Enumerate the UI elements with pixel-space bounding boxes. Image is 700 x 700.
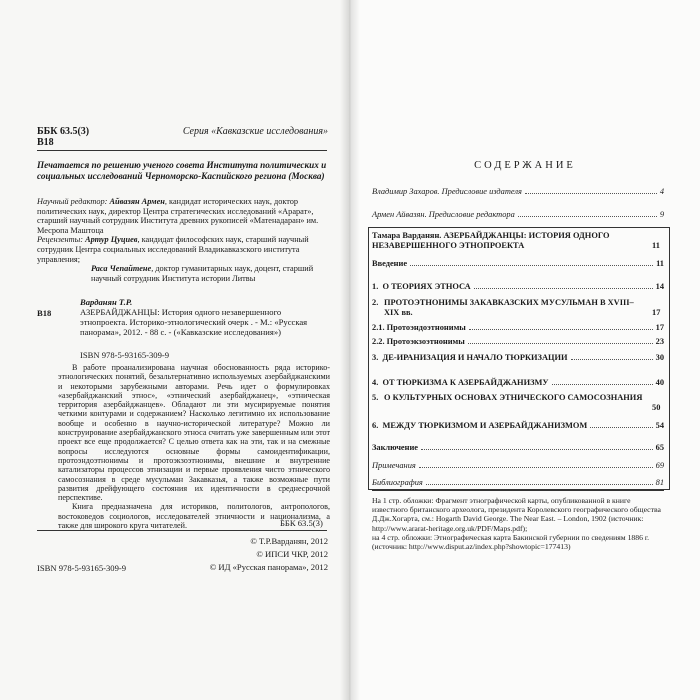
toc-page: 17 [652,308,661,317]
toc-entry-multiline: О КУЛЬТУРНЫХ ОСНОВАХ ЭТНИЧЕСКОГО САМОСОЗНАНИЯ [384,393,643,402]
cover-notes [372,496,664,551]
catalog-card [37,297,329,337]
footnote-divider [372,490,664,491]
toc-page: 50 [652,403,661,412]
credit-reviewer-2: Раса Чепайтене, доктор гуманитарных наук, доцент, старший научный сотрудник Института истории Литвы [91,264,314,283]
toc-entry: 2.2. Протоэкзоэтнонимы 23 [372,337,664,346]
toc-entry: 4. ОТ ТЮРКИЗМА К АЗЕРБАЙДЖАНИЗМУ 40 [372,378,664,387]
toc-entry-multiline: ПРОТОЭТНОНИМЫ ЗАКАВКАЗСКИХ МУСУЛЬМАН В XVIII–XIX вв. [384,298,634,317]
book-gutter [340,0,360,700]
copyright-line: © ИПСИ ЧКР, 2012 [256,549,328,559]
catalog-body: АЗЕРБАЙДЖАНЦЫ: История одного незавершенного этнопроекта. Историко-этнологический очерк . - М.: «Русская панорама», 2012. - 88 с. - («Кавказские исследования») [80,307,308,337]
cover-note: на 4 стр. обложки: Этнографическая карта Бакинской губернии по сведениям 1886 г. (источник: http://www.disput.az/index.php?showtopic=177413) [372,532,650,552]
toc-entry: Библиография 81 [372,478,664,487]
toc-number: 2. [372,298,379,307]
toc-entry: 1. О ТЕОРИЯХ ЭТНОСА 14 [372,282,664,291]
udc-code: В18 [37,137,54,148]
toc-title: СОДЕРЖАНИЕ [474,160,576,171]
isbn-top: ISBN 978-5-93165-309-9 [80,350,170,360]
toc-entry: Владимир Захаров. Предисловие издателя 4 [372,187,664,196]
cover-note: На 1 стр. обложки: Фрагмент этнографической карты, опубликованной в книге известного британского археолога, президента Королевского географического общества Д.Дж.Хогарта, см.: Hogarth David George. The Near East. – London, 1902 (источник: http://www.ararat-heritage.org.uk/PDF/Maps.pdf); [372,496,661,533]
toc-entry: Примечания 69 [372,461,664,470]
bbk-code: ББК 63.5(3) [37,126,90,137]
toc-entry: 2.1. Протоэндоэтнонимы 17 [372,323,664,332]
credit-reviewer-1: Рецензенты: Артур Цуциев, кандидат философских наук, старший научный сотрудник Центра социальных исследований Владикавказского института управления; [37,235,309,264]
copyright-line: © ИД «Русская панорама», 2012 [209,562,328,572]
annotation-paragraph: В работе проанализирована научная обоснованность ряда историко-этнологических понятий, безальтернативно используемых азербайджанскими и некоторыми зарубежными авторами. Речь идет о формулировках «азербайджанский этнос», «этнический азербайджанец», «этническая территория азербайджанцев». Обладают ли эти мусирируемые понятия четкими контурами и содержанием? Насколько легитимно их использование вообще и особенно в научно-исторической литературе? Можно ли конструирование азербайджанского этноса считать уже завершенным или этот проект все еще продолжается? С целью ответа как на эти, так и на смежные вопросы исследуются основные формы самоидентификации, протоэндоэтнонимы и протоэкзоэтнонимы, внешние и внутренние катализаторы процессов этнизации и первые проявления чисто этнического самосознания в среде мусульман Закавказья, а также возможные пути развития дрейфующего состояния их идентичности в среднесрочной перспективе. [58,363,331,503]
series-label: Серия «Кавказские исследования» [182,126,328,137]
copyright-line: © Т.Р.Варданян, 2012 [250,536,328,546]
toc-entry: 6. МЕЖДУ ТЮРКИЗМОМ И АЗЕРБАЙДЖАНИЗМОМ 54 [372,421,664,430]
catalog-code: В18 [37,308,52,318]
credits-block [37,197,329,283]
top-divider [37,150,327,151]
toc-entry: Армен Айвазян. Предисловие редактора 9 [372,210,664,219]
toc-entry: Заключение 65 [372,443,664,452]
toc-page: 11 [652,241,660,250]
toc-entry: Введение 11 [372,259,664,268]
toc-entry-main: Тамара Варданян. АЗЕРБАЙДЖАНЦЫ: ИСТОРИЯ ОДНОГО НЕЗАВЕРШЕННОГО ЭТНОПРОЕКТА [372,231,610,250]
toc-number: 5. [372,393,379,402]
annotation-paragraph: Книга предназначена для историков, политологов, антропологов, востоковедов социологов, исследователей этничности и национализма, а также для широкого круга читателей. [58,502,330,531]
imprint-note: Печатается по решению ученого совета Института политических и социальных исследований Черноморско-Каспийского региона (Москва) [37,160,327,181]
isbn-bottom: ISBN 978-5-93165-309-9 [37,563,127,573]
bbk-bottom: ББК 63.5(3) [280,518,323,528]
annotation [58,363,330,530]
bottom-divider [37,530,327,531]
catalog-author: Варданян Т.Р. [80,297,133,307]
toc-entry: 3. ДЕ-ИРАНИЗАЦИЯ И НАЧАЛО ТЮРКИЗАЦИИ 30 [372,353,664,362]
bbk-code-block [37,126,89,148]
credit-editor: Научный редактор: Айвазян Армен, кандидат исторических наук, доктор политических наук, директор Центра стратегических исследований «Арарат», старший научный сотрудник Института древних рукописей «Матенадаран» им. Месропа Маштоца [37,197,319,235]
